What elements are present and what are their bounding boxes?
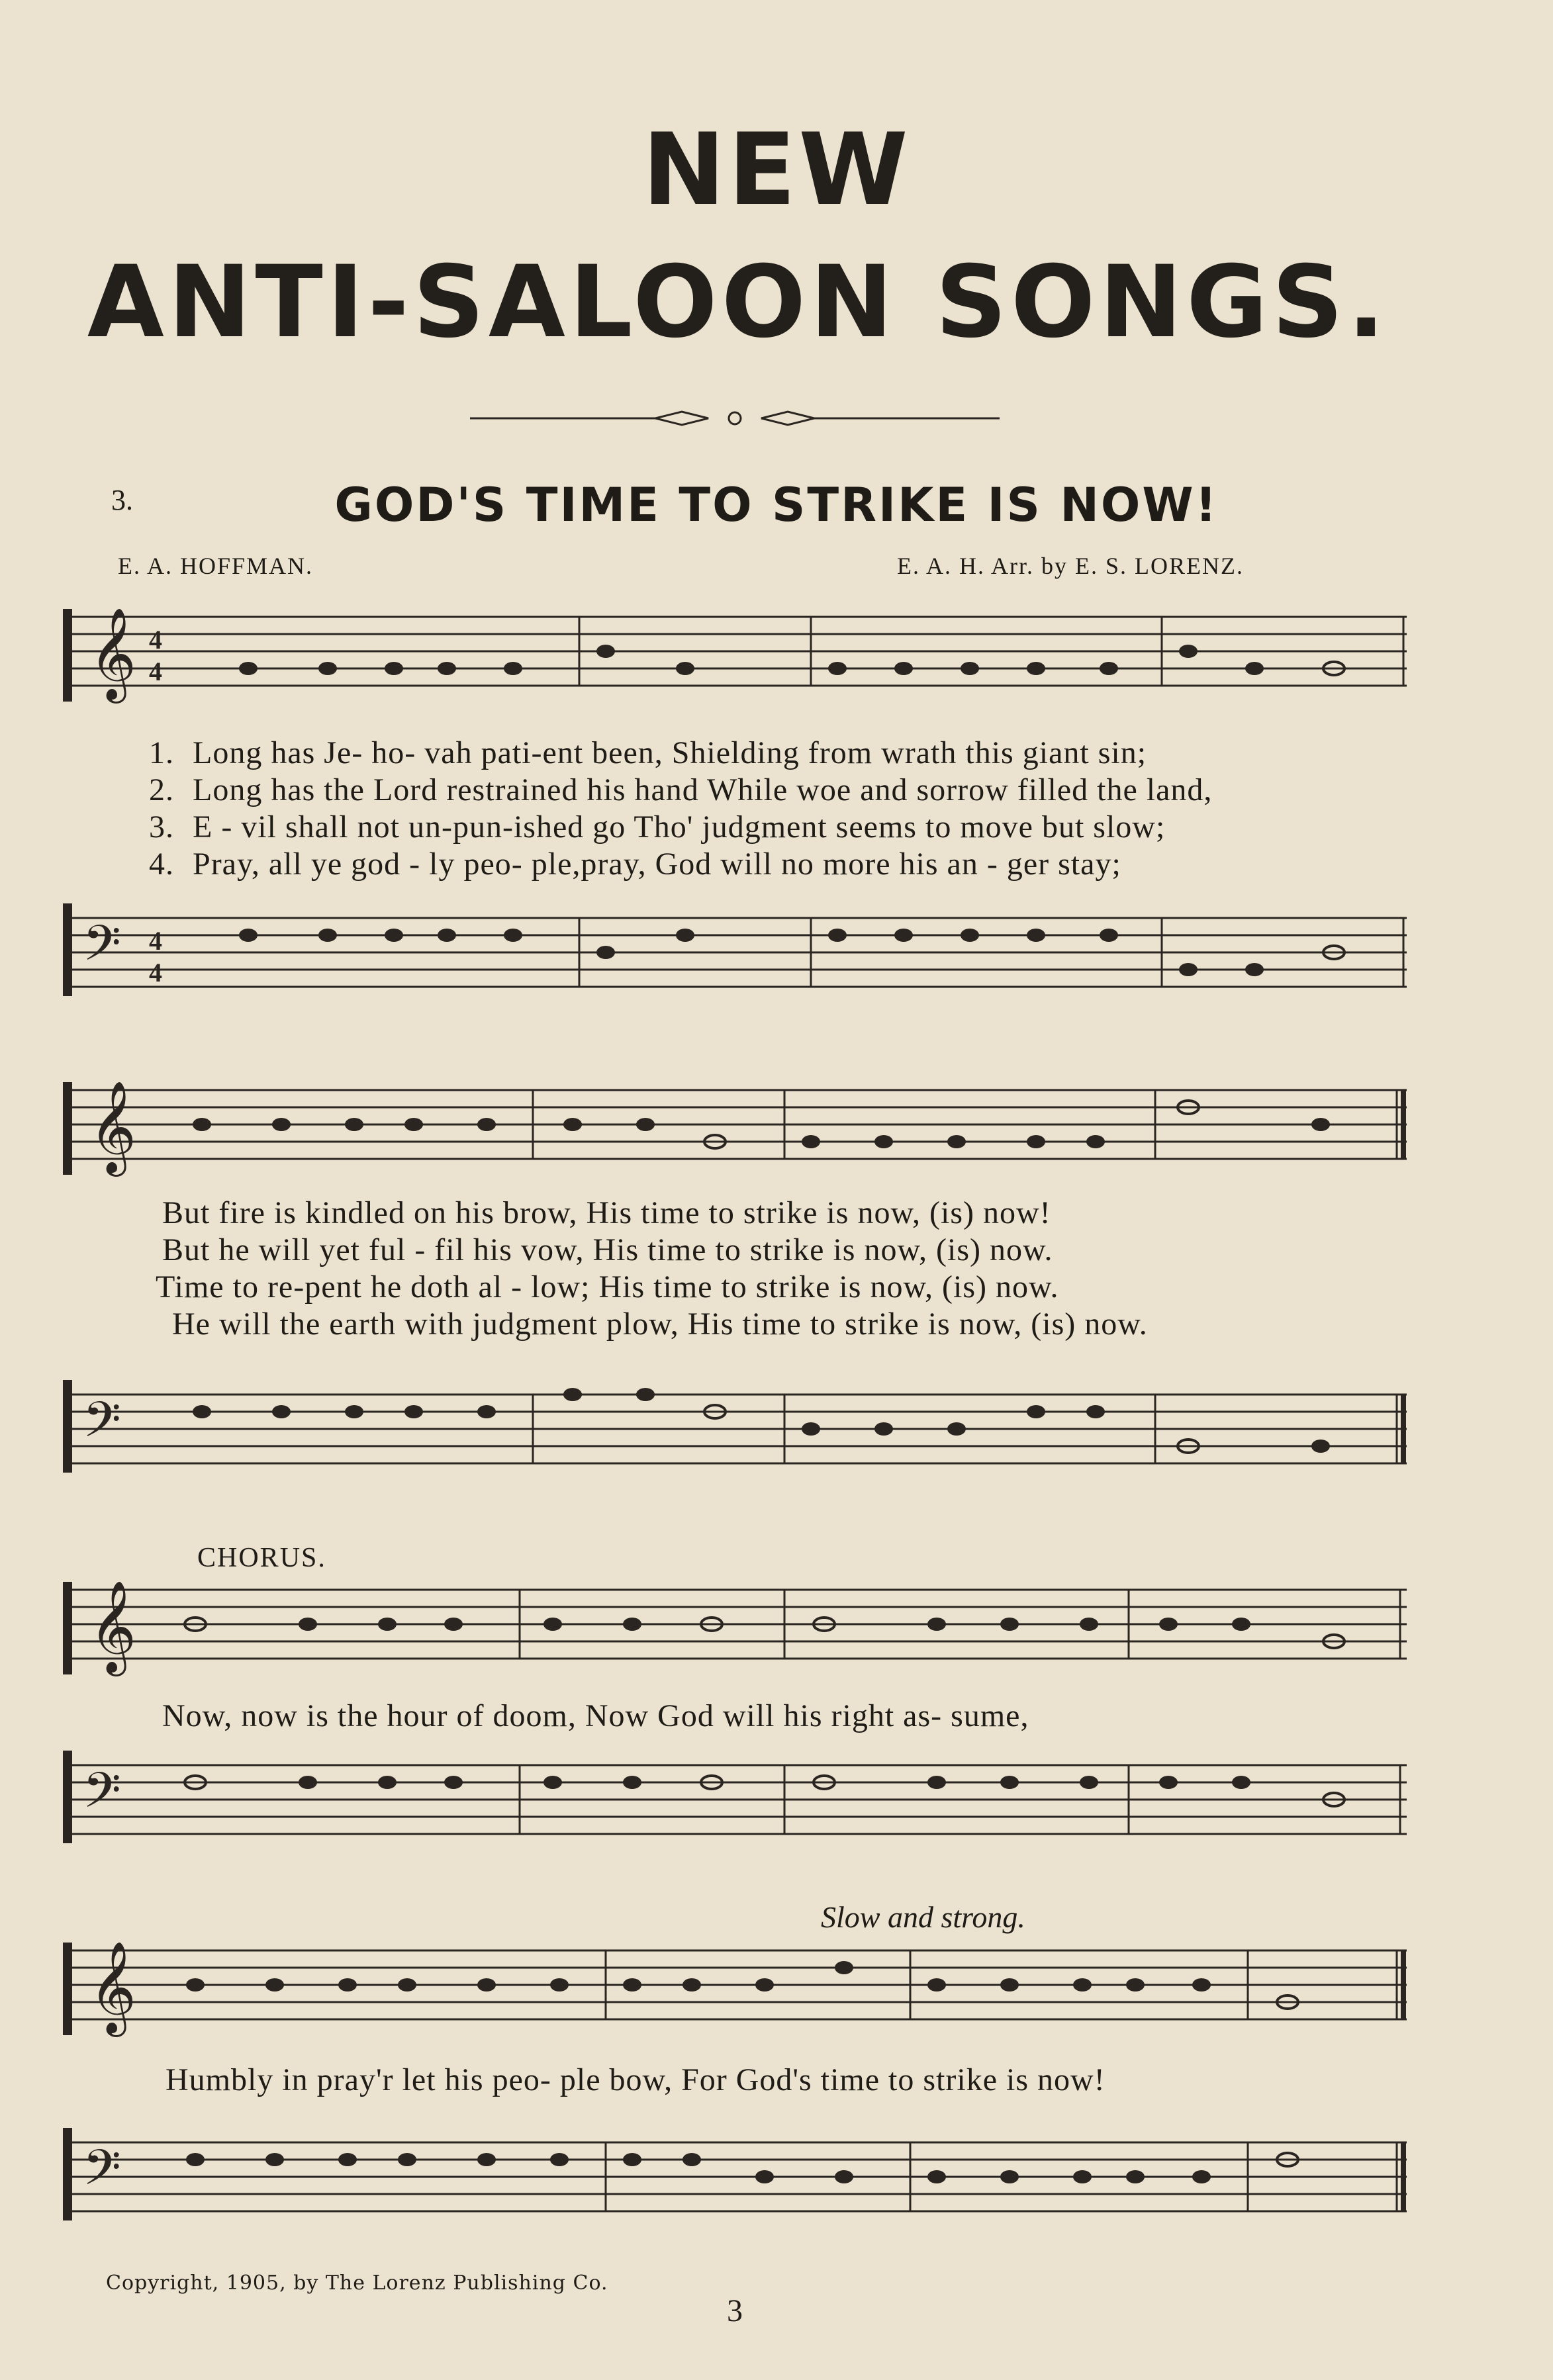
composer-credit: E. A. H. Arr. by E. S. LORENZ. [897, 553, 1244, 579]
verse-1-refrain-line: But fire is kindled on his brow, His time to strike is now, (is) now! [162, 1195, 1051, 1230]
music-system-1 [63, 602, 1407, 1013]
copyright-notice: Copyright, 1905, by The Lorenz Publishing Co. [106, 2271, 608, 2295]
svg-text:𝄢: 𝄢 [83, 1762, 121, 1831]
verse-lyric: E - vil shall not un-pun-ished go Tho' judgment seems to move but slow; [193, 809, 1166, 845]
verse-4-line [149, 846, 1121, 882]
treble-staff-4 [63, 1936, 1407, 2042]
verse-lyric: Long has Je- ho- vah pati-ent been, Shielding from wrath this giant sin; [193, 735, 1147, 770]
svg-text:𝄞: 𝄞 [89, 608, 136, 700]
svg-text:𝄢: 𝄢 [83, 2139, 121, 2209]
svg-text:4: 4 [149, 625, 162, 655]
verse-3-line [149, 809, 1165, 845]
verse-number: 3. [149, 809, 174, 845]
svg-text:4: 4 [149, 958, 162, 987]
bass-staff-4 [63, 2128, 1407, 2234]
treble-staff-1 [63, 602, 1407, 708]
svg-text:4: 4 [149, 926, 162, 956]
svg-text:𝄞: 𝄞 [89, 1081, 136, 1173]
music-system-3 [63, 1575, 1407, 1873]
verse-4-refrain-line: He will the earth with judgment plow, His time to strike is now, (is) now. [172, 1306, 1148, 1342]
treble-staff-3 [63, 1575, 1407, 1681]
chorus-lyric-line-1: Now, now is the hour of doom, Now God will his right as- sume, [162, 1698, 1029, 1733]
verse-lyric: Long has the Lord restrained his hand While woe and sorrow filled the land, [193, 772, 1213, 807]
verse-2-refrain-line: But he will yet ful - fil his vow, His time to strike is now, (is) now. [162, 1232, 1053, 1267]
verse-number: 4. [149, 847, 174, 882]
bass-staff-1 [63, 903, 1407, 1009]
page-number: 3 [727, 2293, 743, 2328]
svg-text:𝄢: 𝄢 [83, 1391, 121, 1461]
author-credit: E. A. HOFFMAN. [118, 553, 314, 579]
bass-staff-2 [63, 1380, 1407, 1486]
svg-text:4: 4 [149, 657, 162, 686]
verse-1-line [149, 735, 1147, 771]
verse-number: 2. [149, 772, 174, 807]
svg-text:𝄞: 𝄞 [89, 1580, 136, 1672]
chorus-label: CHORUS. [197, 1543, 326, 1573]
svg-text:𝄢: 𝄢 [83, 915, 121, 984]
music-system-2 [63, 1062, 1407, 1499]
tempo-marking: Slow and strong. [821, 1900, 1025, 1934]
book-title-line2: ANTI-SALOON SONGS. [87, 245, 1389, 360]
song-number: 3. [111, 484, 133, 516]
verse-3-refrain-line: Time to re-pent he doth al - low; His time to strike is now, (is) now. [156, 1269, 1059, 1304]
divider-ornament [470, 405, 1000, 432]
svg-text:𝄞: 𝄞 [89, 1941, 136, 2033]
chorus-lyric-line-2: Humbly in pray'r let his peo- ple bow, For God's time to strike is now! [165, 2062, 1106, 2097]
bass-staff-3 [63, 1751, 1407, 1856]
verse-number: 1. [149, 735, 174, 770]
book-title-line1: NEW [642, 113, 911, 228]
verse-2-line [149, 772, 1212, 808]
verse-lyric: Pray, all ye god - ly peo- ple,pray, God will no more his an - ger stay; [193, 847, 1121, 882]
song-title: GOD'S TIME TO STRIKE IS NOW! [334, 478, 1219, 532]
music-system-4 [63, 1936, 1407, 2254]
treble-staff-2 [63, 1076, 1407, 1181]
